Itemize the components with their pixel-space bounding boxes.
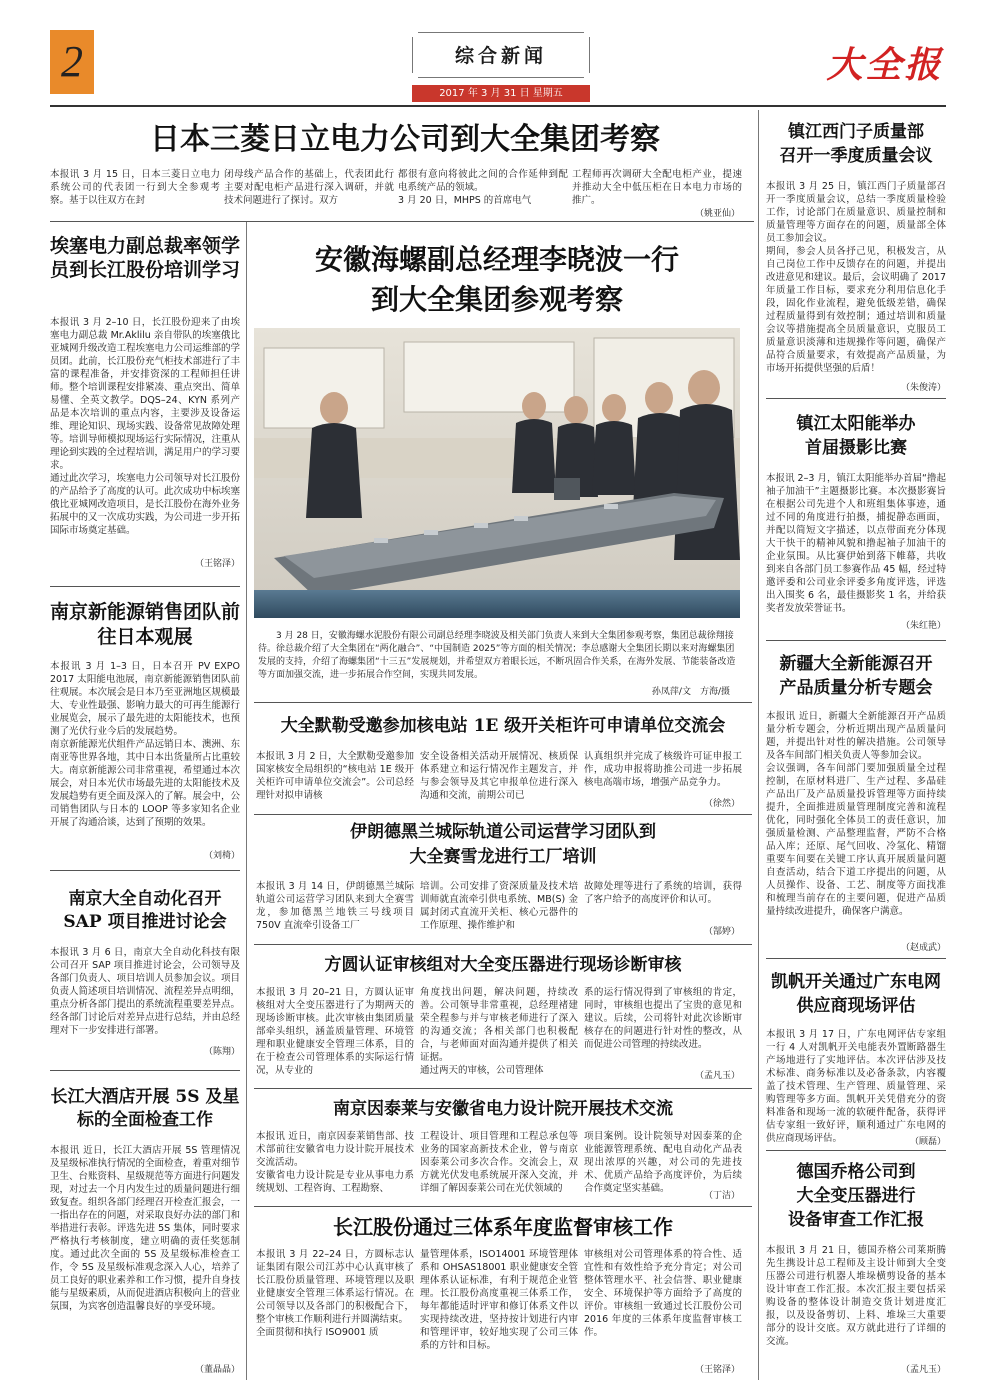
headline-xinjiang-line2: 产品质量分析专题会 — [779, 678, 933, 698]
headline-fangyuan: 方圆认证审核组对大全变压器进行现场诊断审核 — [324, 955, 682, 975]
qiaoge-text: 本报讯 3 月 21 日，德国乔格公司莱斯腾先生携设计总工程师及主设计师到大全变压器公司进行机器人堆垛横剪设备的基本设计审查工作汇报。本次汇报主要包括采购设备的整体设计制造交货计划进度汇报，以及设备剪切、上料、堆垛三大重要部分的设计交底。双方就此进行了详细的交流。 — [766, 1245, 946, 1347]
nuclear-byline: （徐然） — [703, 799, 740, 809]
iran-byline: （郜婷） — [703, 927, 740, 937]
mitsubishi-byline: （姚亚仙） — [694, 209, 740, 219]
nanjing-yin-byline: （丁洁） — [703, 1191, 740, 1201]
divider — [50, 221, 754, 222]
mitsubishi-col3: 都很有意向将彼此之间的合作延伸到配电系统产品的领域。 3 月 20 日，MHPS 的首席电气 — [398, 169, 568, 206]
nuclear-col2: 安全设备相关活动开展情况、核质保体系建立和运行情况作主题发言，并与参会领导及其它申报单位进行深入沟通和交流，前期公司已 — [420, 751, 578, 801]
headline-anhui-conch-line1: 安徽海螺副总经理李晓波一行 — [314, 243, 679, 276]
divider — [254, 944, 752, 945]
nanjing-sap-text: 本报讯 3 月 6 日，南京大全自动化科技有限公司召开 SAP 项目推进讨论会，公司领导及各部门负责人、项目培训人员参加会议。项目负责人简述项目培训情况、流程差异点明细，重点分析各部门提出的系统流程重要差异点。经各部门讨论后对差异点进行总结，并由总经理对下一步安排进行部署。 — [50, 947, 241, 1036]
mitsubishi-col2: 闭母线产品合作的基础上，代表团此行主要对配电柜产品进行深入调研，并就技术问题进行了探讨。双方 — [224, 169, 394, 206]
headline-xinjiang-line1: 新疆大全新能源召开 — [779, 654, 933, 674]
headline-anhui-conch-line2: 到大全集团参观考察 — [370, 283, 623, 316]
zhenjiang-photo-text: 本报讯 2–3 月，镇江太阳能举办首届“撸起袖子加油干”主题摄影比赛。本次摄影赛旨在根据公司先进个人和班组集体事迹，通过不同的角度进行拍摄，捕捉静态画面，并配以简短文字描述，以点带面充分体现大干快干的精神风貌和撸起袖子加油干的企业氛围。从比赛伊始到落下帷幕，共收到来自各部门员工参赛作品 45 幅，经过特邀评委和公司业余评委多角度评选，评选出入围奖 6 名，最佳摄影奖 1 名，并给获奖者发放荣誉证书。 — [766, 473, 946, 614]
headline-zhenjiang-quality-line2: 召开一季度质量会议 — [779, 146, 933, 166]
fangyuan-col3: 系的运行情况得到了审核组的肯定，同时，审核组也提出了宝贵的意见和建议。后续，公司将针对此次诊断审核存在的问题进行针对性的整改，从而促进公司管理的持续改进。 — [584, 987, 742, 1050]
qiaoge-byline: （孟凡玉） — [900, 1365, 946, 1375]
nuclear-col3: 认真组织并完成了核级许可证申报工作，成功申报将助推公司进一步拓展核电高端市场，增强产品竞争力。 — [584, 751, 742, 788]
headline-nanjing-yin: 南京因泰莱与安徽省电力设计院开展技术交流 — [333, 1099, 673, 1119]
divider — [50, 870, 240, 871]
headline-kaifan-line2: 供应商现场评估 — [796, 996, 916, 1016]
headline-qiaoge-line3: 设备审查工作汇报 — [788, 1210, 924, 1230]
headline-nuclear: 大全默勒受邀参加核电站 1E 级开关柜许可申请单位交流会 — [280, 716, 726, 736]
nanjing-yin-col1: 本报讯 近日，南京因泰莱销售部、技术部前往安徽省电力设计院开展技术交流活动。 安徽省电力设计院是专业从事电力系统规划、工程咨询、工程勘察、 — [256, 1131, 414, 1194]
kaifan-byline: （顾磊） — [909, 1137, 946, 1147]
divider — [766, 398, 946, 399]
fangyuan-col2: 角度找出问题，解决问题，持续改善。公司领导非常重视，总经理褚建荣全程参与并与审核老师进行了深入的沟通交流；各相关部门也积极配合，与老师面对面沟通并提供了相关证据。 通过两天的审核，公司管理体 — [420, 987, 578, 1076]
headline-hotel: 长江大酒店开展 5S 及星标的全面检查工作 — [50, 1087, 240, 1130]
changjiang-audit-col1: 本报讯 3 月 22–24 日，方圆标志认证集团有限公司江苏中心认真审核了长江股份质量管理、环境管理以及职业健康安全管理三体系运行情况。在公司领导以及各部门的积极配合下，整个审核工作顺利进行并圆满结束。 全面贯彻和执行 ISO9001 质 — [256, 1249, 414, 1338]
nanjing-sap-byline: （陈翔） — [203, 1047, 240, 1057]
headline-iran-line1: 伊朗德黑兰城际轨道公司运营学习团队到 — [350, 822, 656, 842]
nanjing-yin-col3: 项目案例。设计院领导对因泰莱的企业能源管理系统、配电自动化产品表现出浓厚的兴趣，对公司的先进技术、优质产品给予高度评价，为后续合作奠定坚实基础。 — [584, 1131, 742, 1194]
ethiopia-text: 本报讯 3 月 2–10 日，长江股份迎来了由埃塞电力副总裁 Mr.Aklilu 亲自带队的埃塞俄比亚城网升级改造工程埃塞电力公司运维部的学员团。此前，长江股份充气柜技术部进行了丰富的课程准备，并安排资深的工程师担任讲师。整个培训课程安排紧凑、重点突出、简单易懂、全英文教学。DQS–24、KYN 系列产品是本次培训的重点内容，主要涉及设备运维、理论知识、现场实践、设备常见故障处理等。培训导师模拟现场运行实际情况，注重从理论到实践的全过程培训，满足用户的学习要求。 通过此次学习，埃塞电力公司领导对长江股份的产品给予了高度的认可。此次成功中标埃塞俄比亚城网改造项目，是长江股份在海外业务拓展中的又一次成功实践，为公司进一步开拓国际市场奠定基础。 — [50, 317, 241, 536]
divider — [766, 1150, 946, 1151]
iran-col2: 培训。公司安排了资深质量及技术培训师就直流牵引供电系统、MB(S) 金属封闭式直流开关柜、核心元器件的工作原理、操作维护和 — [420, 881, 578, 931]
xinjiang-text: 本报讯 近日，新疆大全新能源召开产品质量分析专题会，分析近期出现产品质量问题，并提出针对性的解决措施。公司领导及各车间部门相关负责人等参加会议。 会议强调，各车间部门要加强质量全过程控制，在原材料进厂、生产过程、多晶硅产品出厂及产品质量投诉管理等方面持续提升，全面推进质量管理制度完善和流程优化，同时强化全体员工的责任意识，加强质量检测、产品整理监督，严防不合格品入库；还原、尾气回收、冷氢化、精馏重要车间要在关键工序认真开展质量问题自查活动，结合下道工序提出的问题，从人员操作、设备、工艺、制度等方面找准和梳理当前存在的主要问题，促进产品质量持续改进提升，确保客户满意。 — [766, 711, 946, 917]
issue-date: 2017 年 3 月 31 日 星期五 — [412, 85, 590, 102]
divider — [766, 958, 946, 959]
changjiang-audit-byline: （王铭泽） — [694, 1365, 740, 1375]
divider — [50, 1070, 240, 1071]
ethiopia-byline: （王铭泽） — [194, 559, 240, 569]
zhenjiang-quality-text: 本报讯 3 月 25 日，镇江西门子质量部召开一季度质量会议，总结一季度质量检验工作，讨论部门在质量意识、质量控制和质量管理等方面存在的问题，质量部全体员工参加会议。 期间，参会人员各抒己见，积极发言，从自己岗位工作中反馈存在的问题，并提出改进意见和建议。最后，会议明确了 2017 年质量工作目标，要求充分利用信息化手段，固化作业流程，避免低级差错，确保过程质量得到有效控制；通过培训和质量会议等措施提高全员质量意识，克服员工质量意识淡薄和违规操作等问题，确保产品符合质量要求，有效提高产品质量，为市场开拓提供坚强的后盾！ — [766, 181, 946, 374]
page-number: 2 — [50, 30, 94, 94]
header-rule — [50, 105, 946, 107]
news-photo — [254, 328, 740, 618]
iran-col3: 故障处理等进行了系统的培训，获得了客户给予的高度评价和认可。 — [584, 881, 742, 905]
headline-iran-line2: 大全赛雪龙进行工厂培训 — [409, 847, 597, 867]
divider — [254, 1088, 752, 1089]
zhenjiang-quality-byline: （朱俊涛） — [900, 383, 946, 393]
fangyuan-col1: 本报讯 3 月 20–21 日，方圆认证审核组对大全变压器进行了为期两天的现场诊断审核。此次审核由集团质量部牵头组织，涵盖质量管理、环境管理和职业健康安全管理三体系，目的在于检查公司管理体系的实际运行情况，从专业的 — [256, 987, 414, 1076]
masthead-logo: 大全报 — [826, 44, 944, 86]
kaifan-text: 本报讯 3 月 17 日，广东电网评估专家组一行 4 人对凯帆开关电能表外置断路器生产场地进行了实地评估。本次评估涉及技术标准、商务标准以及必备条款，内容覆盖了技术管理、生产管理、质量管理、采购管理等多方面。凯帆开关凭借充分的资料准备和现场一流的软硬件配备，获得评估专家组一致好评，顺利通过广东电网的供应商现场评估。 — [766, 1029, 946, 1144]
headline-ethiopia: 埃塞电力副总裁率领学员到长江股份培训学习 — [50, 235, 241, 281]
photo-illustration — [254, 328, 740, 618]
right-column-divider — [758, 110, 759, 1380]
headline-zhenjiang-photo-line2: 首届摄影比赛 — [805, 438, 907, 458]
headline-kaifan-line1: 凯帆开关通过广东电网 — [771, 972, 941, 992]
photo-caption: 3 月 28 日，安徽海螺水泥股份有限公司副总经理李晓波及相关部门负责人来到大全集团参观考察，集团总裁徐翔接待。徐总裁介绍了大全集团在“两化融合”、“中国制造 2025”等方面的相关情况；李总感谢大全集团长期以来对海螺集团发展的支持，介绍了海螺集团“十三五”发展规划，并希望双方着眼长远，不断巩固合作关系，在海外发展、节能装备改造等方面加强交流，进一步拓展合作空间，实现共同发展。 — [258, 631, 736, 680]
hotel-text: 本报讯 近日，长江大酒店开展 5S 管理情况及星级标准执行情况的全面检查，着重对细节卫生、台账资料、星级规范等方面进行问题发现，对过去一个月内发生过的质量问题进行细致复查。组织各部门经理召开检查汇报会，一一指出存在的问题，对采取良好办法的部门和举措进行表彰。评选先进 5S 集体，同时要求严格执行考核制度，建立明确的责任奖惩制度。通过此次全面的 5S 及星级标准检查工作，令 5S 及星级标准观念深入人心，培养了员工良好的职业素养和工作习惯，提升自身技能与星级素质，从而促进酒店积极向上的营业氛围，为宾客创造温馨良好的享受环境。 — [50, 1145, 241, 1312]
headline-qiaoge-line1: 德国乔格公司到 — [796, 1162, 916, 1182]
left-column-divider — [246, 222, 247, 1380]
divider — [254, 1206, 752, 1207]
headline-nanjing-solar: 南京新能源销售团队前往日本观展 — [50, 601, 241, 648]
divider — [254, 814, 752, 815]
nanjing-solar-byline: （刘椅） — [203, 851, 240, 861]
nanjing-yin-col2: 工程设计、项目管理和工程总承包等业务的国家高新技术企业，曾与南京因泰莱公司多次合作。交流会上，双方就光伏发电系统展开深入交流，并详细了解因泰莱公司在光伏领域的 — [420, 1131, 578, 1194]
iran-col1: 本报讯 3 月 14 日，伊朗德黑兰城际轨道公司运营学习团队来到大全赛雪龙，参加德黑兰地铁三号线项目 750V 直流牵引设备工厂 — [256, 881, 414, 931]
nuclear-col1: 本报讯 3 月 2 日，大全默勒受邀参加国家核安全局组织的“核电站 1E 级开关柜许可申请单位交流会”。公司总经理针对拟申请核 — [256, 751, 414, 801]
xinjiang-byline: （赵成武） — [900, 943, 946, 953]
zhenjiang-photo-byline: （朱红艳） — [900, 621, 946, 631]
mitsubishi-col1: 本报讯 3 月 15 日，日本三菱日立电力系统公司的代表团一行到大全参观考察。基于以往双方在封 — [50, 169, 220, 206]
headline-mitsubishi: 日本三菱日立电力公司到大全集团考察 — [150, 122, 660, 157]
headline-zhenjiang-quality-line1: 镇江西门子质量部 — [788, 122, 924, 142]
fangyuan-byline: （孟凡玉） — [694, 1071, 740, 1081]
headline-zhenjiang-photo-line1: 镇江太阳能举办 — [796, 414, 916, 434]
mitsubishi-col4: 工程师再次调研大全配电柜产业，提速并推动大全中低压柜在日本电力市场的推广。 — [572, 169, 742, 206]
headline-changjiang-audit: 长江股份通过三体系年度监督审核工作 — [333, 1215, 673, 1239]
section-title: 综合新闻 — [418, 32, 584, 78]
headline-nanjing-sap: 南京大全自动化召开SAP 项目推进讨论会 — [63, 889, 227, 932]
headline-qiaoge-line2: 大全变压器进行 — [796, 1186, 916, 1206]
changjiang-audit-col2: 量管理体系，ISO14001 环境管理体系和 OHSAS18001 职业健康安全管理体系认证标准，有利于规范企业管理。长江股份高度重视三体系工作，每年都能适时评审和修订体系文件以实现持续改进，坚持按计划进行内审和管理评审，较好地实现了公司三体系的方针和目标。 — [420, 1249, 578, 1351]
hotel-byline: （董晶晶） — [194, 1365, 240, 1375]
divider — [50, 586, 240, 587]
photo-credit: 孙凤萍/文 方海/摄 — [651, 687, 730, 697]
nanjing-solar-text: 本报讯 3 月 1–3 日，日本召开 PV EXPO 2017 太阳能电池展，南京新能源销售团队前往观展。本次展会是日本乃至亚洲地区规模最大、专业性最强、影响力最大的可再生能源行业展览会，展示了最先进的太阳能技术，也预测了光伏行业今后的发展趋势。 南京新能源光伏组件产品远销日本、澳洲、东南亚等世界各地，其中日本出货量所占比重较大。南京新能源公司非常重视，希望通过本次展会，对日本光伏市场最先进的太阳能技术及发展趋势有更全面及深入的了解。展会中，公司销售团队与日本的 LOOP 等多家知名企业开展了沟通洽谈，达到了预期的效果。 — [50, 661, 241, 828]
divider — [254, 702, 752, 703]
divider — [766, 640, 946, 641]
changjiang-audit-col3: 审核组对公司管理体系的符合性、适宜性和有效性给予充分肯定；对公司整体管理水平、社会信誉、职业健康安全、环境保护等方面给予了高度的评价。审核组一致通过长江股份公司 2016 年度的三体系年度监督审核工作。 — [584, 1249, 742, 1338]
